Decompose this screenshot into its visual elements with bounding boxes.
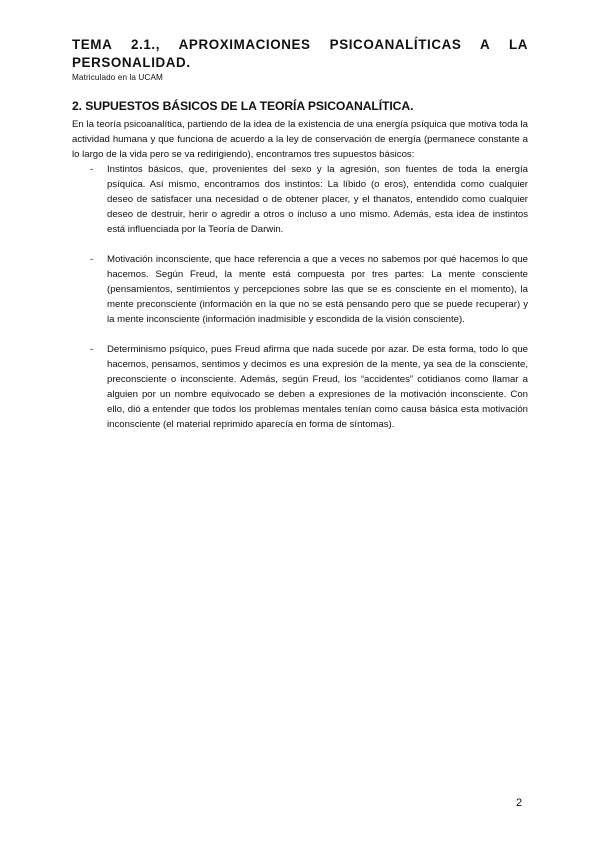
list-item-instintos [72, 162, 528, 237]
intro-paragraph: En la teoría psicoanalítica, partiendo de la idea de la existencia de una energía psíquica que motiva toda la actividad humana y que funciona de acuerdo a la ley de conservación de energía (permanece constante a lo largo de la vida pero se va redirigiendo), encontramos tres supuestos básicos: [72, 119, 528, 160]
list-item-motivacion [72, 252, 528, 327]
section-heading: 2. SUPUESTOS BÁSICOS DE LA TEORÍA PSICOANALÍTICA. [72, 99, 414, 113]
document-subtitle: Matriculado en la UCAM [72, 73, 163, 82]
list-item-text: Determinismo psíquico, pues Freud afirma que nada sucede por azar. De esta forma, todo lo que hacemos, pensamos, sentimos y decimos es una expresión de la mente, ya sea de la consciente, preconsciente o inconsciente. Además, según Freud, los “accidentes” cotidianos como llamar a alguien por un nombre equivocado se deben a expresiones de la motivación inconsciente. Con ello, dió a entender que todos los problemas mentales tenían como causa básica esta motivación inconsciente (el material reprimido aparecía en forma de síntomas). [107, 344, 528, 430]
bullet-marker: - [90, 164, 94, 175]
list-item-determinismo [72, 342, 528, 432]
document-title: TEMA 2.1., APROXIMACIONES PSICOANALÍTICAS A LA PERSONALIDAD. [72, 37, 528, 70]
assumptions-list [72, 162, 528, 432]
list-item-text: Motivación inconsciente, que hace referencia a que a veces no sabemos por qué hacemos lo que hacemos. Según Freud, la mente está compuesta por tres partes: La mente consciente (pensamientos, sentimientos y percepciones sobre las que se es consciente en el momento), la mente preconsciente (información en la que no se está pensando pero que se puede recuperar) y la mente inconsciente (información inadmisible y escondida de la visión consciente). [107, 254, 528, 325]
bullet-marker: - [90, 254, 94, 265]
document-page [72, 36, 528, 432]
page-number: 2 [516, 797, 523, 809]
list-item-text: Instintos básicos, que, provenientes del sexo y la agresión, son fuentes de toda la energía psíquica. Así mismo, encontramos dos instintos: La líbido (o eros), entendida como cualquier deseo de satisfacer una necesidad o de obtener placer, y el thanatos, entendido como cualquier deseo de destruir, herir o agredir a otros o incluso a uno mismo. Además, esta idea de instintos está influenciada por la Teoría de Darwin. [107, 164, 528, 235]
bullet-marker: - [90, 344, 94, 355]
